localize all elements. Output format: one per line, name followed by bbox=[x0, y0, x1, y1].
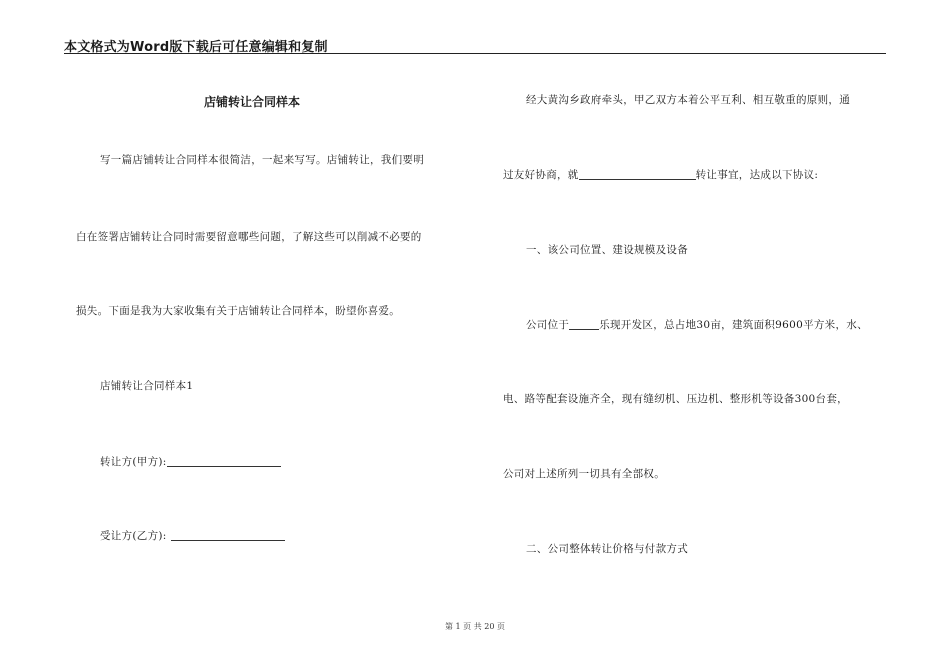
party-b-line bbox=[100, 529, 285, 543]
sample-heading: 店铺转让合同样本1 bbox=[100, 380, 194, 392]
transfer-object-blank bbox=[579, 168, 696, 180]
page-header bbox=[64, 36, 886, 54]
section-2-heading: 二、公司整体转让价格与付款方式 bbox=[526, 543, 688, 555]
facilities-line: 电、路等配套设施齐全，现有缝纫机、压边机、整形机等设备300台套， bbox=[503, 393, 848, 405]
right-line-2-prefix: 过友好协商，就 bbox=[503, 169, 579, 181]
section-1-heading: 一、该公司位置、建设规模及设备 bbox=[526, 244, 688, 256]
right-line-2-suffix: 转让事宜，达成以下协议: bbox=[695, 169, 819, 181]
intro-line-1: 写一篇店铺转让合同样本很简洁，一起来写写。店铺转让，我们要明 bbox=[100, 154, 424, 166]
intro-line-2: 白在签署店铺转让合同时需要留意哪些问题，了解这些可以削减不必要的 bbox=[76, 231, 422, 243]
document-title: 店铺转让合同样本 bbox=[204, 95, 301, 109]
location-suffix: 乐现开发区，总占地30亩，建筑面积9600平方米，水、 bbox=[599, 319, 868, 331]
location-prefix: 公司位于 bbox=[526, 319, 570, 331]
location-line bbox=[526, 318, 868, 332]
party-b-label: 受让方(乙方): bbox=[100, 530, 167, 542]
header-text: 本文格式为Word版下载后可任意编辑和复制 bbox=[64, 40, 328, 55]
right-line-2 bbox=[503, 168, 818, 182]
party-a-label: 转让方(甲方): bbox=[100, 456, 167, 468]
party-a-line bbox=[100, 455, 281, 469]
ownership-line: 公司对上述所列一切具有全部权。 bbox=[503, 468, 665, 480]
right-line-1: 经大黄沟乡政府牵头，甲乙双方本着公平互利、相互敬重的原则，通 bbox=[526, 94, 850, 106]
party-a-blank bbox=[167, 455, 281, 467]
location-blank bbox=[569, 318, 599, 330]
page-footer: 第 1 页 共 20 页 bbox=[445, 622, 505, 631]
party-b-blank bbox=[171, 529, 285, 541]
intro-line-3: 损失。下面是我为大家收集有关于店铺转让合同样本，盼望你喜爱。 bbox=[76, 305, 400, 317]
